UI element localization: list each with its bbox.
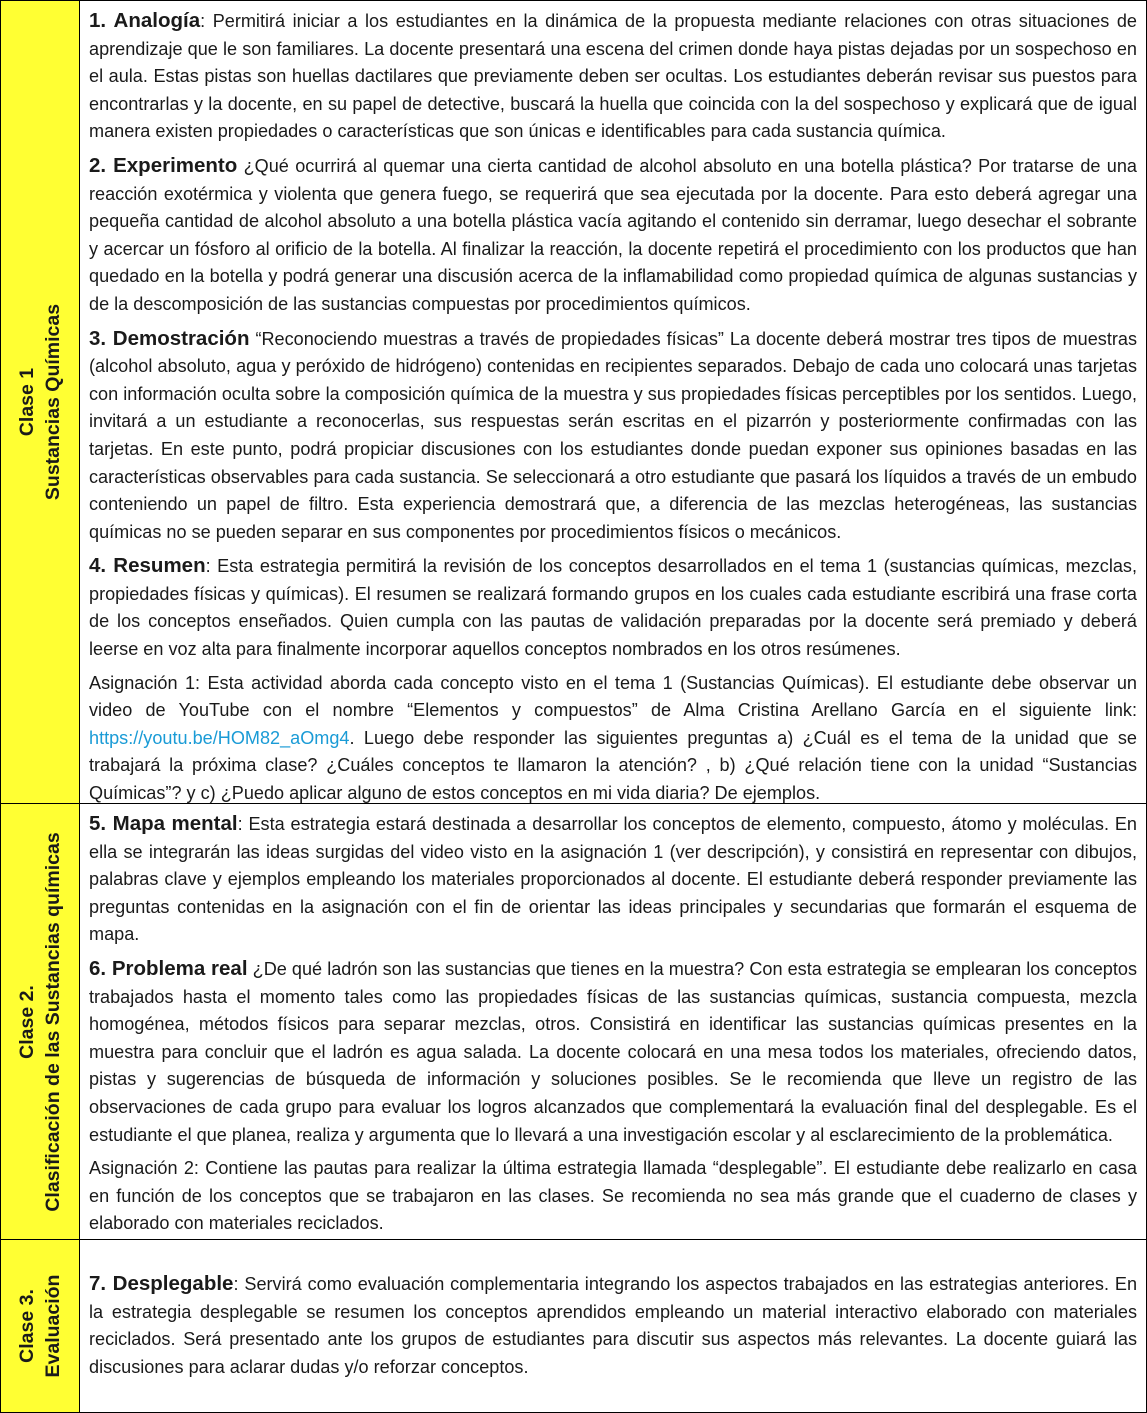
row-clase-2 [1,804,1146,1240]
row-label-subtitle: Clasificación de las Sustancias químicas [42,831,64,1212]
strategy-heading: 1. Analogía [89,9,201,32]
row-label-title: Clase 1 [16,367,38,437]
strategy-paragraph [89,810,1137,949]
row-label-title: Clase 3. [16,1289,38,1363]
assignment-text-continued: . Luego debe responder las siguientes preguntas a) ¿Cuál es el tema de la unidad que se trabajará la próxima clase? ¿Cuáles conceptos te llamaron la atención? , b) ¿Qué relación tiene con la unidad “Sustancias Químicas”? y c) ¿Puedo aplicar alguno de estos conceptos en mi vida diaria? De ejemplos. [89,727,1137,804]
row-content-clase-1 [89,7,1137,814]
strategy-paragraph [89,955,1137,1149]
row-content-clase-3 [89,1270,1137,1387]
strategy-heading: 4. Resumen [89,554,206,578]
strategy-paragraph [89,1270,1137,1381]
assignment-text: Asignación 1: Esta actividad aborda cada concepto visto en el tema 1 (Sustancias Químicas). El estudiante debe observar un video de YouTube con el nombre “Elementos y compuestos” de Alma Cristina Arellano García en el siguiente link: [89,672,1137,721]
strategy-heading: 2. Experimento [89,153,238,177]
row-label-clase-1 [1,1,80,803]
strategy-paragraph [89,325,1137,547]
strategy-text: “Reconociendo muestras a través de propiedades físicas” La docente deberá mostrar tres tipos de muestras (alcohol absoluto, agua y peróxido de hidrógeno) contenidas en recipientes separados. Debajo de cada uno colocará unas tarjetas con información oculta sobre la composición química de la muestra y sus propiedades físicas perceptibles por los sentidos. Luego, invitará a un estudiante a reconocerlas, sus respuestas serán escritas en el pizarrón y posteriormente confirmadas con las tarjetas. En este punto, podrá propiciar discusiones con los estudiantes donde puedan exponer sus opiniones basadas en las características observables para cada sustancia. Se seleccionará a otro estudiante que pasará los líquidos a través de un embudo conteniendo un papel de filtro. Esta experiencia demostrará que, a diferencia de las mezclas heterogéneas, las sustancias químicas no se pueden separar en sus componentes por procedimientos físicos o mecánicos. [89,328,1137,542]
strategy-paragraph [89,7,1137,146]
assignment-paragraph [89,670,1137,808]
row-label-subtitle: Evaluación [42,1274,64,1378]
row-label-clase-3 [1,1240,80,1412]
assignment-paragraph [89,1155,1137,1238]
row-clase-3 [1,1240,1146,1412]
row-content-clase-2 [89,810,1137,1244]
strategy-paragraph [89,552,1137,663]
strategy-text: : Esta estrategia permitirá la revisión de los conceptos desarrollados en el tema 1 (sustancias químicas, mezclas, propiedades físicas y químicas). El resumen se realizará formando grupos en los cuales cada estudiante escribirá una frase corta de los conceptos enseñados. Quien cumpla con las pautas de validación preparadas por la docente será premiado y deberá leerse en voz alta para finalmente incorporar aquellos conceptos nombrados en los otros resúmenes. [89,556,1137,660]
row-label-title: Clase 2. [16,984,38,1059]
row-label-clase-2 [1,804,80,1239]
strategy-text: : Esta estrategia estará destinada a desarrollar los conceptos de elemento, compuesto, átomo y moléculas. En ella se integrarán las ideas surgidas del video visto en la asignación 1 (ver descripción), y consistirá en representar con dibujos, palabras clave y ejemplos empleando los materiales proporcionados al docente. El estudiante deberá responder previamente las preguntas contenidas en la asignación con el fin de orientar las ideas principales y secundarias que formarán el esquema de mapa. [89,814,1137,945]
strategy-heading: 3. Demostración [89,326,250,350]
row-label-subtitle: Sustancias Químicas [42,303,64,501]
strategy-heading: 7. Desplegable [89,1272,234,1295]
youtube-link[interactable]: https://youtu.be/HOM82_aOmg4 [89,727,350,748]
strategy-text: ¿Qué ocurrirá al quemar una cierta cantidad de alcohol absoluto en una botella plástica? Por tratarse de una reacción exotérmica y violenta que genera fuego, se requerirá que sea ejecutada por la docente. Para esto deberá agregar una pequeña cantidad de alcohol absoluto a una botella plástica vacía agitando el contenido sin derramar, luego desechar el sobrante y acercar un fósforo al orificio de la botella. Al finalizar la reacción, la docente repetirá el procedimiento con los productos que han quedado en la botella y podrá generar una discusión acerca de la inflamabilidad como propiedad química de algunas sustancias y de la descomposición de las sustancias compuestas por procedimientos químicos. [89,155,1137,314]
strategy-text: : Servirá como evaluación complementaria integrando los aspectos trabajados en las estrategias anteriores. En la estrategia desplegable se resumen los conceptos aprendidos empleando un material interactivo elaborado con materiales reciclados. Será presentado ante los grupos de estudiantes para discutir sus aspectos más relevantes. La docente guiará las discusiones para aclarar dudas y/o reforzar conceptos. [89,1274,1138,1377]
strategy-text: ¿De qué ladrón son las sustancias que tienes en la muestra? Con esta estrategia se emplearan los conceptos trabajados hasta el momento tales como las propiedades físicas de las sustancias químicas, sustancia compuesta, mezcla homogénea, métodos físicos para separar mezclas, otros. Consistirá en identificar las sustancias químicas presentes en la muestra para concluir que el ladrón es agua salada. La docente colocará en una mesa todos los materiales, ofreciendo datos, pistas y sugerencias de búsqueda de información y soluciones posibles. Se le recomienda que lleve un registro de las observaciones de cada grupo para evaluar los logros alcanzados que complementará la evaluación final del desplegable. Es el estudiante el que planea, realiza y argumenta que lo llevará a una investigación escolar y al esclarecimiento de la problemática. [89,958,1137,1145]
row-clase-1 [1,1,1146,804]
strategy-paragraph [89,152,1137,319]
assignment-text: Asignación 2: Contiene las pautas para realizar la última estrategia llamada “desplegable”. El estudiante debe realizarlo en casa en función de los conceptos que se trabajaron en las clases. Se recomienda no sea más grande que el cuaderno de clases y elaborado con materiales reciclados. [89,1158,1137,1234]
strategy-heading: 5. Mapa mental [89,812,238,835]
strategy-heading: 6. Problema real [89,956,248,980]
strategy-text: : Permitirá iniciar a los estudiantes en la dinámica de la propuesta mediante relaciones con otras situaciones de aprendizaje que le son familiares. La docente presentará una escena del crimen donde haya pistas dejadas por un sospechoso en el aula. Estas pistas son huellas dactilares que previamente deben ser ocultas. Los estudiantes deberán revisar sus puestos para encontrarlas y la docente, en su papel de detective, buscará la huella que coincida con la del sospechoso y explicará que de igual manera existen propiedades o características que son únicas e identificables para cada sustancia química. [89,11,1137,142]
